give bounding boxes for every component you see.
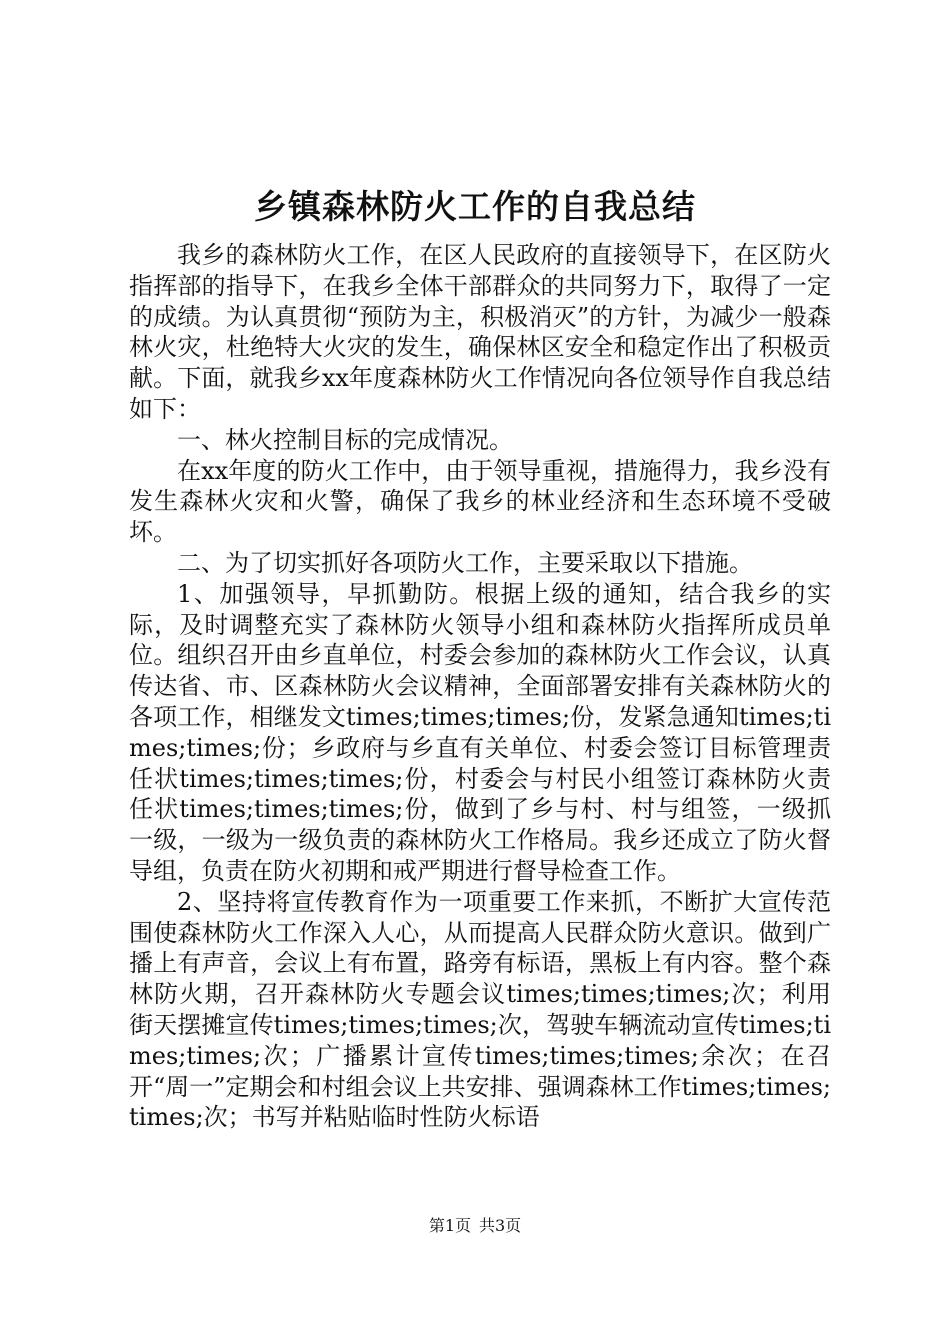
paragraph-measure-2: 2、坚持将宣传教育作为一项重要工作来抓，不断扩大宣传范围使森林防火工作深入人心，从而提高人民群众防火意识。做到广播上有声音，会议上有布置，路旁有标语，黑板上有内容。整个森林防火期，召开森林防火专题会议times;times;times;次；利用街天摆摊宣传times;times;times;次，驾驶车辆流动宣传times;times;times;次；广播累计宣传times;times;times;余次；在召开“周一”定期会和村组会议上共安排、强调森林工作times;times;times;次；书写并粘贴临时性防火标语 bbox=[129, 887, 831, 1132]
document-title: 乡镇森林防火工作的自我总结 bbox=[254, 187, 696, 226]
document-body bbox=[129, 240, 831, 1133]
heading-section-2: 二、为了切实抓好各项防火工作，主要采取以下措施。 bbox=[177, 548, 753, 577]
page-total: 共3页 bbox=[479, 1216, 522, 1235]
page-footer bbox=[0, 1216, 950, 1236]
paragraph-intro: 我乡的森林防火工作，在区人民政府的直接领导下，在区防火指挥部的指导下，在我乡全体干部群众的共同努力下，取得了一定的成绩。为认真贯彻“预防为主，积极消灭”的方针，为减少一般森林火灾，杜绝特大火灾的发生，确保林区安全和稳定作出了积极贡献。下面，就我乡xx年度森林防火工作情况向各位领导作自我总结如下： bbox=[129, 241, 831, 423]
page-number: 第1页 bbox=[428, 1216, 471, 1235]
paragraph-measure-1: 1、加强领导，早抓勤防。根据上级的通知，结合我乡的实际，及时调整充实了森林防火领导小组和森林防火指挥所成员单位。组织召开由乡直单位，村委会参加的森林防火工作会议，认真传达省、市、区森林防火会议精神，全面部署安排有关森林防火的各项工作，相继发文times;times;times;份，发紧急通知times;times;times;份；乡政府与乡直有关单位、村委会签订目标管理责任状times;times;times;份，村委会与村民小组签订森林防火责任状times;times;times;份，做到了乡与村、村与组签，一级抓一级，一级为一级负责的森林防火工作格局。我乡还成立了防火督导组，负责在防火初期和戒严期进行督导检查工作。 bbox=[129, 579, 831, 885]
heading-section-1: 一、林火控制目标的完成情况。 bbox=[177, 425, 513, 454]
paragraph-section-1: 在xx年度的防火工作中，由于领导重视，措施得力，我乡没有发生森林火灾和火警，确保了我乡的林业经济和生态环境不受破坏。 bbox=[129, 456, 831, 547]
